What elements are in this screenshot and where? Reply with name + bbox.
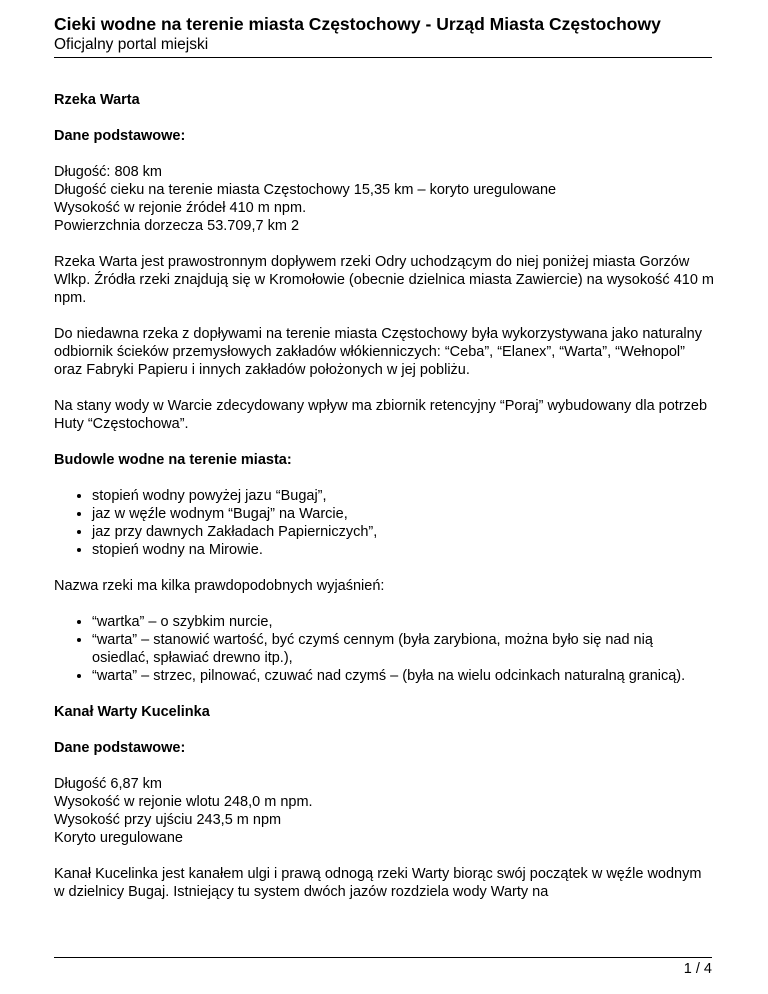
list-item: • jaz przy dawnych Zakładach Papierniczych”, (92, 523, 714, 541)
list-item: • “warta” – strzec, pilnować, czuwać nad czymś – (była na wielu odcinkach naturalną granicą). (92, 667, 714, 685)
document-title: Cieki wodne na terenie miasta Częstochowy - Urząd Miasta Częstochowy (54, 14, 661, 34)
paragraph: Rzeka Warta jest prawostronnym dopływem rzeki Odry uchodzącym do niej poniżej miasta Gorzów Wlkp. Źródła rzeki znajdują się w Kromołowie (obecnie dzielnica miasta Zawiercie) na wysokość 410 m npm. (54, 254, 715, 306)
fact-line: Długość: 808 km (54, 164, 162, 180)
fact-line: Powierzchnia dorzecza 53.709,7 km 2 (54, 218, 300, 234)
basic-data-heading-warta: Dane podstawowe: (54, 128, 186, 144)
name-explanations-list (54, 613, 714, 685)
page-number: 1 / 4 (683, 961, 712, 977)
document-header (54, 13, 712, 55)
structures-list (54, 487, 714, 559)
structures-heading: Budowle wodne na terenie miasta: (54, 452, 292, 468)
fact-line: Długość 6,87 km (54, 776, 162, 792)
facts-warta (54, 163, 714, 235)
facts-kucelinka (54, 775, 714, 847)
paragraph: Do niedawna rzeka z dopływami na terenie miasta Częstochowy była wykorzystywana jako naturalny odbiornik ścieków przemysłowych zakładów włókienniczych: “Ceba”, “Elanex”, “Warta”, “Wełnopol” oraz Fabryki Papieru i innych zakładów położonych w jej pobliżu. (54, 326, 702, 378)
fact-line: Koryto uregulowane (54, 830, 183, 846)
list-item: • “wartka” – o szybkim nurcie, (92, 613, 714, 631)
document-body (54, 91, 714, 919)
paragraph: Kanał Kucelinka jest kanałem ulgi i prawą odnogą rzeki Warty biorąc swój początek w węźle wodnym w dzielnicy Bugaj. Istniejący tu system dwóch jazów rozdziela wody Warty na (54, 866, 702, 900)
fact-line: Wysokość w rejonie źródeł 410 m npm. (54, 200, 307, 216)
basic-data-heading-kucelinka: Dane podstawowe: (54, 740, 186, 756)
list-item: • “warta” – stanowić wartość, być czymś cennym (była zarybiona, można było się nad nią osiedlać, spławiać drewno itp.), (92, 631, 714, 667)
section-heading-warta: Rzeka Warta (54, 92, 140, 108)
fact-line: Wysokość przy ujściu 243,5 m npm (54, 812, 282, 828)
paragraph: Nazwa rzeki ma kilka prawdopodobnych wyjaśnień: (54, 578, 385, 594)
list-item: • stopień wodny na Mirowie. (92, 541, 714, 559)
fact-line: Długość cieku na terenie miasta Częstochowy 15,35 km – koryto uregulowane (54, 182, 557, 198)
document-subtitle: Oficjalny portal miejski (54, 36, 209, 53)
list-item: • jaz w węźle wodnym “Bugaj” na Warcie, (92, 505, 714, 523)
paragraph: Na stany wody w Warcie zdecydowany wpływ ma zbiornik retencyjny “Poraj” wybudowany dla potrzeb Huty “Częstochowa”. (54, 398, 708, 432)
footer-divider (54, 957, 712, 958)
header-divider (54, 57, 712, 58)
section-heading-kucelinka: Kanał Warty Kucelinka (54, 704, 210, 720)
fact-line: Wysokość w rejonie wlotu 248,0 m npm. (54, 794, 313, 810)
list-item: • stopień wodny powyżej jazu “Bugaj”, (92, 487, 714, 505)
